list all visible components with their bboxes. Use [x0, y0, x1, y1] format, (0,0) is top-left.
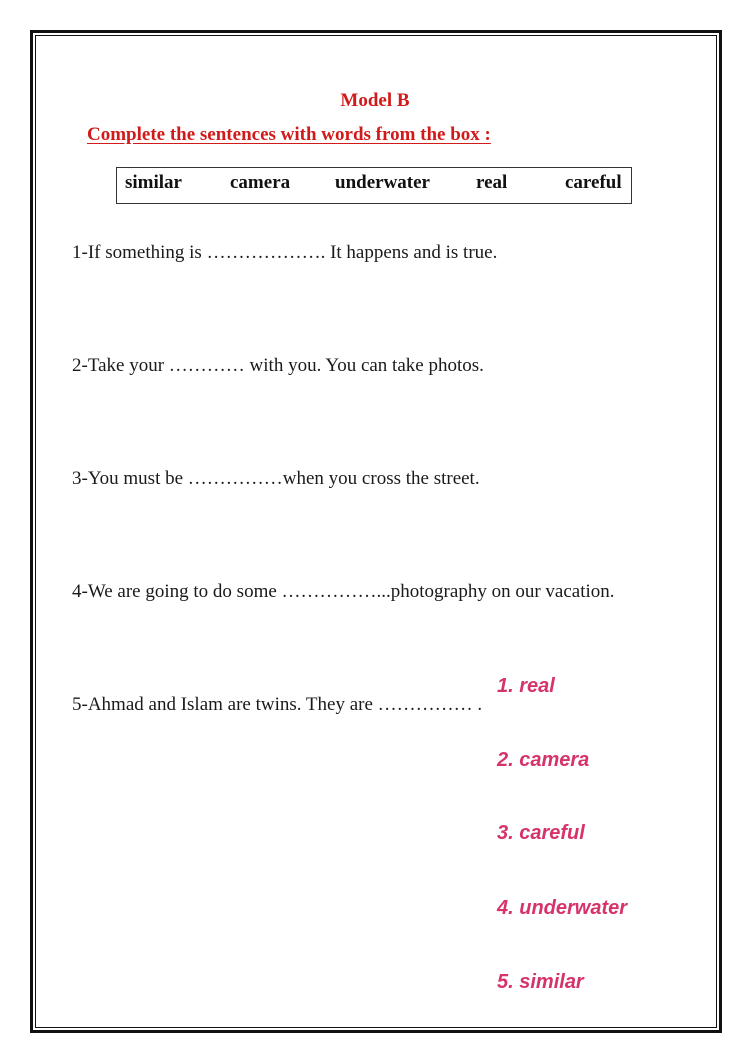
sentence-3: 3-You must be ……………when you cross the street.	[72, 468, 480, 489]
sentence-2: 2-Take your ………… with you. You can take photos.	[72, 355, 484, 376]
word-bank-item: real	[476, 172, 508, 193]
answer-5: 5. similar	[497, 971, 584, 993]
word-bank-item: camera	[230, 172, 291, 193]
word-bank-item: underwater	[335, 172, 430, 193]
answer-2: 2. camera	[497, 749, 590, 771]
word-bank-item: careful	[565, 172, 622, 193]
word-bank-box	[116, 167, 632, 204]
sentence-1: 1-If something is ………………. It happens and is true.	[72, 242, 498, 263]
instruction-heading: Complete the sentences with words from the box :	[87, 124, 491, 145]
answer-4: 4. underwater	[497, 897, 628, 919]
sentence-4: 4-We are going to do some ……………...photography on our vacation.	[72, 581, 615, 602]
answer-1: 1. real	[497, 675, 555, 697]
page-title: Model B	[340, 90, 410, 111]
sentence-5: 5-Ahmad and Islam are twins. They are …………… .	[72, 694, 483, 715]
answer-3: 3. careful	[497, 822, 585, 844]
word-bank-item: similar	[125, 172, 182, 193]
